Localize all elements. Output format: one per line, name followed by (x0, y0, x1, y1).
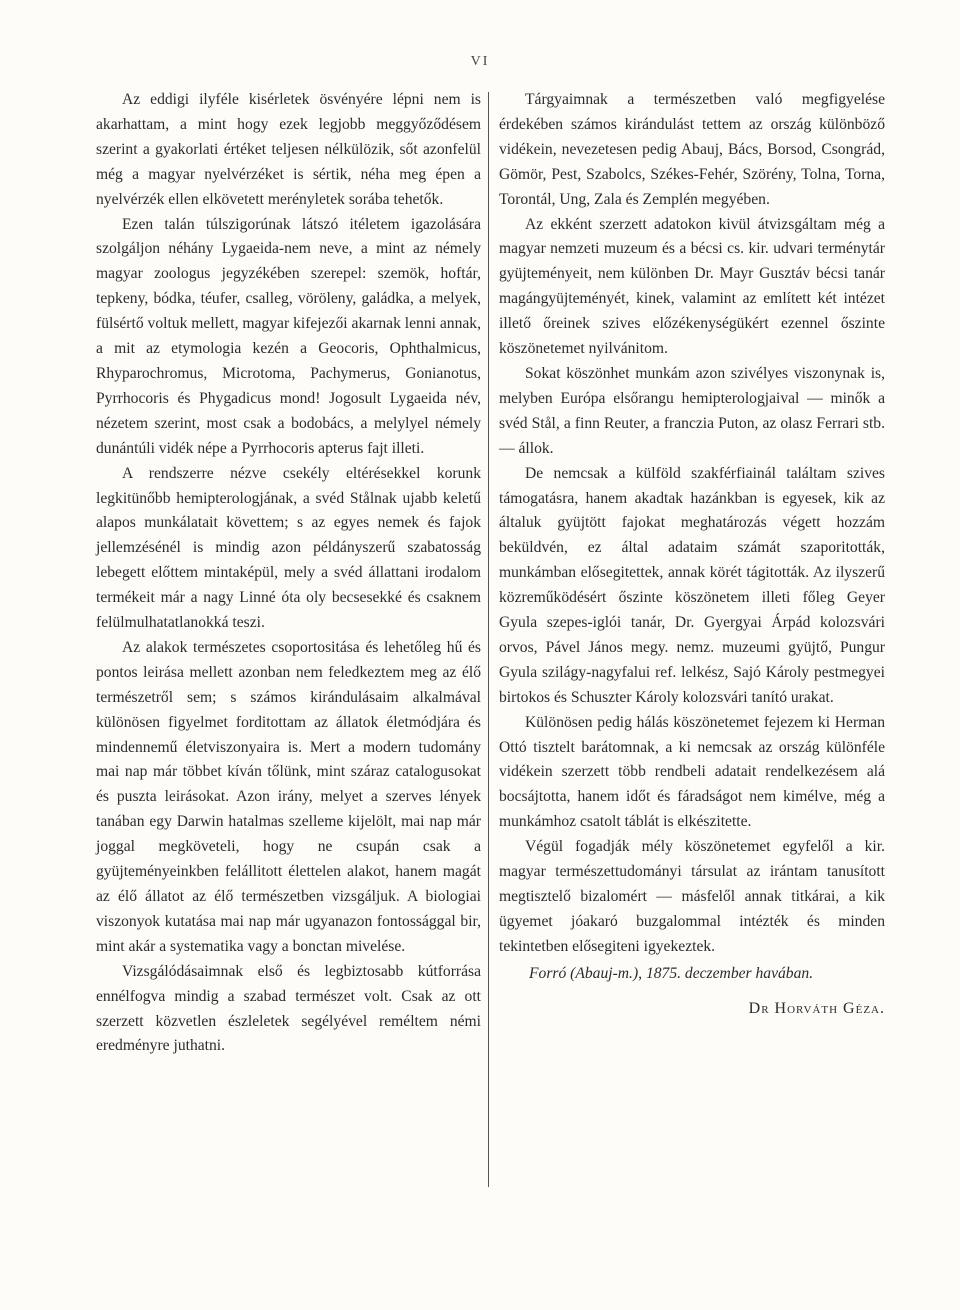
signature-name (499, 997, 885, 1022)
author-name: Horváth Géza. (774, 999, 885, 1017)
paragraph: A rendszerre nézve csekély eltérésekkel korunk legkitünőbb hemipterologjának, a svéd Stålnak ujabb keletű alapos munkálatait követtem; s az egyes nemek és fajok jellemzésénél is mindig azon példányszerű szabatosság lebegett előttem mintaképül, mely a svéd állattani irodalom termékeit már a nagy Linné óta oly becsesekké és csaknem felülmulhatatlanokká teszi. (96, 464, 481, 632)
paragraph: Vizsgálódásaimnak első és legbiztosabb kútforrása ennélfogva mindig a szabad természet volt. Csak az ott szerzett közvetlen észleletek segélyével reméltem némi eredményre juthatni. (96, 962, 481, 1055)
paragraph: Az eddigi ilyféle kisérletek ösvényére lépni nem is akarhattam, a mint hogy ezek legjobb meggyőződésem szerint a gyakorlati értéket teljesen nélkülözik, sőt azonfelül még a magyar nyelvérzéket is sértik, néha meg épen a nyelvérzék ellen elkövetett merényletek sorába tehetők. (96, 91, 481, 208)
column-divider (488, 92, 489, 1187)
paragraph: Az alakok természetes csoportositása és lehetőleg hű és pontos leirása mellett azonban nem feledkeztem meg az élő természetről sem; s számos kirándulásaim alkalmával különösen figyelmet forditottam az állatok életmódjára és mindennemű életviszonyaira is. Mert a modern tudomány mai nap már többet kíván tőlünk, mint száraz catalogusokat és puszta leirásokat. Azon irány, melyet a szerves lények tanában egy Darwin hatalmas szelleme kijelölt, mai nap már joggal megköveteli, hogy ne csupán csak a gyüjteményeinkben felállitott élettelen alakot, hanem magát az élő állatot az élő természetben vizsgáljuk. A biologiai viszonyok kutatása mai nap már ugyanazon fontossággal bir, mint akár a systematika vagy a bonctan mivelése. (96, 638, 481, 955)
paragraph: Ezen talán túlszigorúnak látszó itéletem igazolására szolgáljon néhány Lygaeida-nem neve, a mint az némely magyar zoologus jegyzékében szerepel: szemök, hoftár, tepkeny, bódka, téufer, csalleg, vöröleny, galádka, a melyek, fülsértő voltuk mellett, magyar kifejezői akarnak lenni annak, a mit az etymologia kezén a Geocoris, Ophthalmicus, Rhyparochromus, Microtoma, Pachymerus, Gonianotus, Pyrrhocoris és Phygadicus mond! Jogosult Lygaeida név, nézetem szerint, most csak a bodobács, a melylyel némely dunántúli vidék népe a Pyrrhocoris apterus fajt illeti. (96, 215, 481, 457)
page-number: VI (470, 54, 490, 69)
paragraph: Tárgyaimnak a természetben való megfigyelése érdekében számos kirándulást tettem az ország különböző vidékein, nevezetesen pedig Abauj, Bács, Borsod, Csongrád, Gömör, Pest, Szabolcs, Székes-Fehér, Szörény, Tolna, Torna, Torontál, Ung, Zala és Zemplén megyében. (499, 91, 885, 208)
paragraph: Különösen pedig hálás köszönetemet fejezem ki Herman Ottó tisztelt barátomnak, a ki nemcsak az ország különféle vidékein szerzett több rendbeli adatait rendelkezésem alá bocsájtotta, hanem időt és fáradságot nem kimélve, még a munkámhoz csatolt táblát is elkészitette. (499, 713, 885, 831)
paragraph: Az ekként szerzett adatokon kivül átvizsgáltam még a magyar nemzeti muzeum és a bécsi cs. kir. udvari terménytár gyüjteményeit, nem különben Dr. Mayr Gusztáv bécsi tanár magángyüjteményét, kinek, valamint az említett két intézet illető őreinek szives előzékenységükért ezennel őszinte köszönetemet nyilvánitom. (499, 215, 885, 358)
signature-date: Forró (Abauj-m.), 1875. deczember havában. (529, 964, 814, 982)
right-column (499, 88, 885, 1022)
paragraph: Sokat köszönhet munkám azon szivélyes viszonynak is, melyben Európa elsőrangu hemipterologjaival — minők a svéd Stål, a finn Reuter, a franczia Puton, az olasz Ferrari stb. — állok. (499, 364, 885, 457)
signature-title: Dr (748, 999, 770, 1017)
left-column (96, 88, 481, 1059)
paragraph: Végül fogadják mély köszönetemet egyfelől a kir. magyar természettudományi társulat az irántam tanusított megtisztelő bizalomért — másfelől annak titkárai, a kik ügyemet jóakaró buzgalommal intézték és minden tekintetben elősegiteni igyekeztek. (499, 838, 885, 955)
paragraph: De nemcsak a külföld szakférfiainál találtam szives támogatásra, hanem akadtak hazánkban is egyesek, kik az általuk gyüjtött fajokat meghatározás végett hozzám beküldvén, ez által adataim számát szaporitották, munkámban elősegitettek, annak körét tágitották. Az ilyszerű közreműködésért őszinte köszönetem illeti főleg Geyer Gyula szepes-iglói tanár, Dr. Gyergyai Árpád kolozsvári orvos, Pável János megy. nemz. muzeumi gyüjtő, Pungur Gyula szilágy-nagyfalui ref. lelkész, Sajó Károly pestmegyei birtokos és Schuszter Károly kolozsvári tanító urakat. (499, 464, 885, 706)
